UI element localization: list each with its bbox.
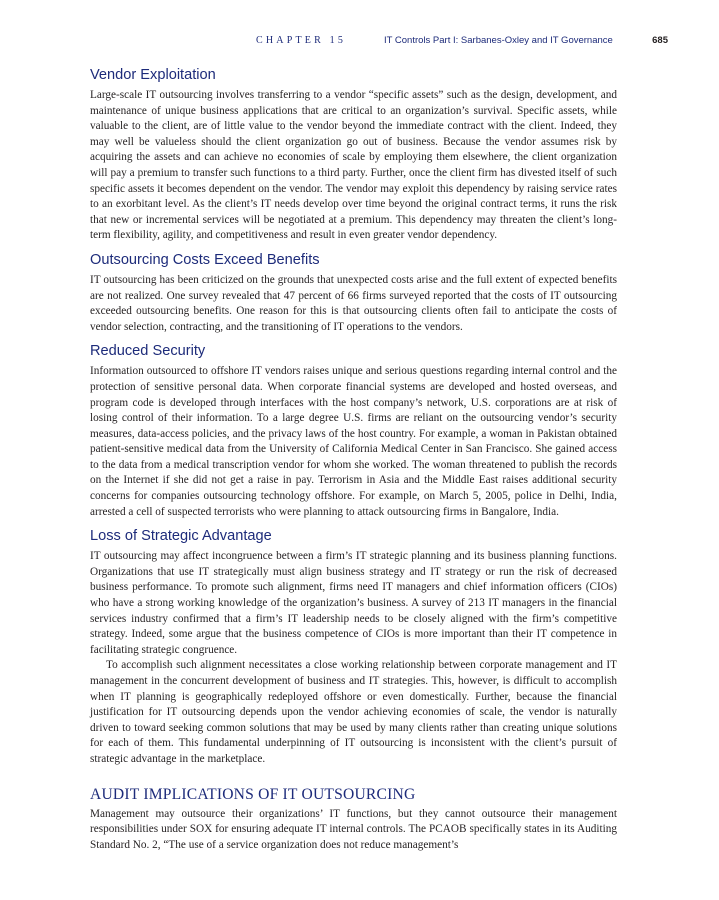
chapter-label: CHAPTER 15 (256, 35, 347, 46)
page-body (90, 64, 617, 858)
section-heading: Vendor Exploitation (90, 67, 216, 83)
body-paragraph: Information outsourced to offshore IT vendors raises unique and serious questions regarding internal control and the protection of sensitive personal data. When corporate financial systems are developed and hosted overseas, and program code is developed through interfaces with the host company’s network, U.S. corporations are at risk of losing control of their information. To a large degree U.S. firms are reliant on the outsourcing vendor’s security measures, data-access policies, and the privacy laws of the host country. For example, a woman in Pakistan obtained patient-sensitive medical data from the University of California Medical Center in San Francisco. She gained access to the data from a medical transcription vendor for whom she worked. The woman threatened to publish the records on the Internet if she did not get a raise in pay. Terrorism in Asia and the Middle East raises additional security concerns for companies outsourcing technology offshore. For example, on March 5, 2005, police in Delhi, India, arrested a cell of suspected terrorists who were planning to attack outsourcing firms in Bangalore, India. (90, 365, 617, 518)
major-heading: AUDIT IMPLICATIONS OF IT OUTSOURCING (90, 785, 416, 803)
page-number: 685 (652, 35, 668, 46)
body-paragraph: Management may outsource their organizations’ IT functions, but they cannot outsource their management responsibilities under SOX for ensuring adequate IT internal controls. The PCAOB specifically states in its Auditing Standard No. 2, “The use of a service organization does not reduce management’s (90, 807, 617, 851)
running-title: IT Controls Part I: Sarbanes-Oxley and IT Governance (384, 35, 613, 46)
body-paragraph: IT outsourcing may affect incongruence between a firm’s IT strategic planning and its business planning functions. Organizations that use IT strategically must align business strategy and IT strategy or run the risk of decreased business performance. To promote such alignment, firms need IT managers and chief information officers (CIOs) who have a strong working knowledge of the organization’s business. A survey of 213 IT managers in the financial services industry confirmed that a firm’s IT leadership needs to be closely aligned with the firm’s competitive strategy. Indeed, some argue that the business competence of CIOs is more important than their IT competence in facilitating strategic congruence. (90, 550, 617, 656)
running-header (90, 35, 668, 51)
section-outsourcing-costs (90, 249, 617, 335)
section-heading: Loss of Strategic Advantage (90, 528, 272, 545)
section-loss-of-strategic-advantage (90, 525, 617, 767)
body-paragraph: To accomplish such alignment necessitates a close working relationship between corporate management and IT management in the concurrent development of business and IT strategies. This, however, is difficult to accomplish when IT planning is geographically redeployed offshore or even domestically. Further, because the financial justification for IT outsourcing depends upon the vendor achieving economies of scale, the vendor is naturally driven to toward seeking common solutions that may be used by many clients rather than creating unique solutions for each of them. This fundamental underpinning of IT outsourcing is inconsistent with the client’s pursuit of strategic advantage in the marketplace. (90, 659, 617, 765)
section-heading: Outsourcing Costs Exceed Benefits (90, 251, 320, 268)
body-paragraph: IT outsourcing has been criticized on the grounds that unexpected costs arise and the full extent of expected benefits are not realized. One survey revealed that 47 percent of 66 firms surveyed reported that the costs of IT outsourcing exceeded outsourcing benefits. One reason for this is that outsourcing clients often fail to anticipate the costs of vendor selection, contracting, and the transitioning of IT operations to the vendors. (90, 273, 617, 333)
section-audit-implications (90, 784, 617, 854)
section-heading: Reduced Security (90, 343, 206, 360)
section-reduced-security (90, 340, 617, 520)
section-vendor-exploitation (90, 64, 617, 244)
body-paragraph: Large-scale IT outsourcing involves transferring to a vendor “specific assets” such as the design, development, and maintenance of unique business applications that are critical to an organization’s survival. Specific assets, while valuable to the client, are of little value to the vendor beyond the immediate contract with the client. Indeed, they may well be valueless should the client organization go out of business. Because the vendor assumes risk by acquiring the assets and can achieve no economies of scale by employing them elsewhere, the client organization will pay a premium to transfer such functions to a third party. Further, once the client firm has divested itself of such specific assets it becomes dependent on the vendor. The vendor may exploit this dependency by raising service rates to an exorbitant level. As the client’s IT needs develop over time beyond the original contract terms, it runs the risk that new or incremental services will be negotiated at a premium. This dependency may threaten the client’s long-term flexibility, agility, and competitiveness and result in even greater vendor dependency. (90, 89, 617, 242)
